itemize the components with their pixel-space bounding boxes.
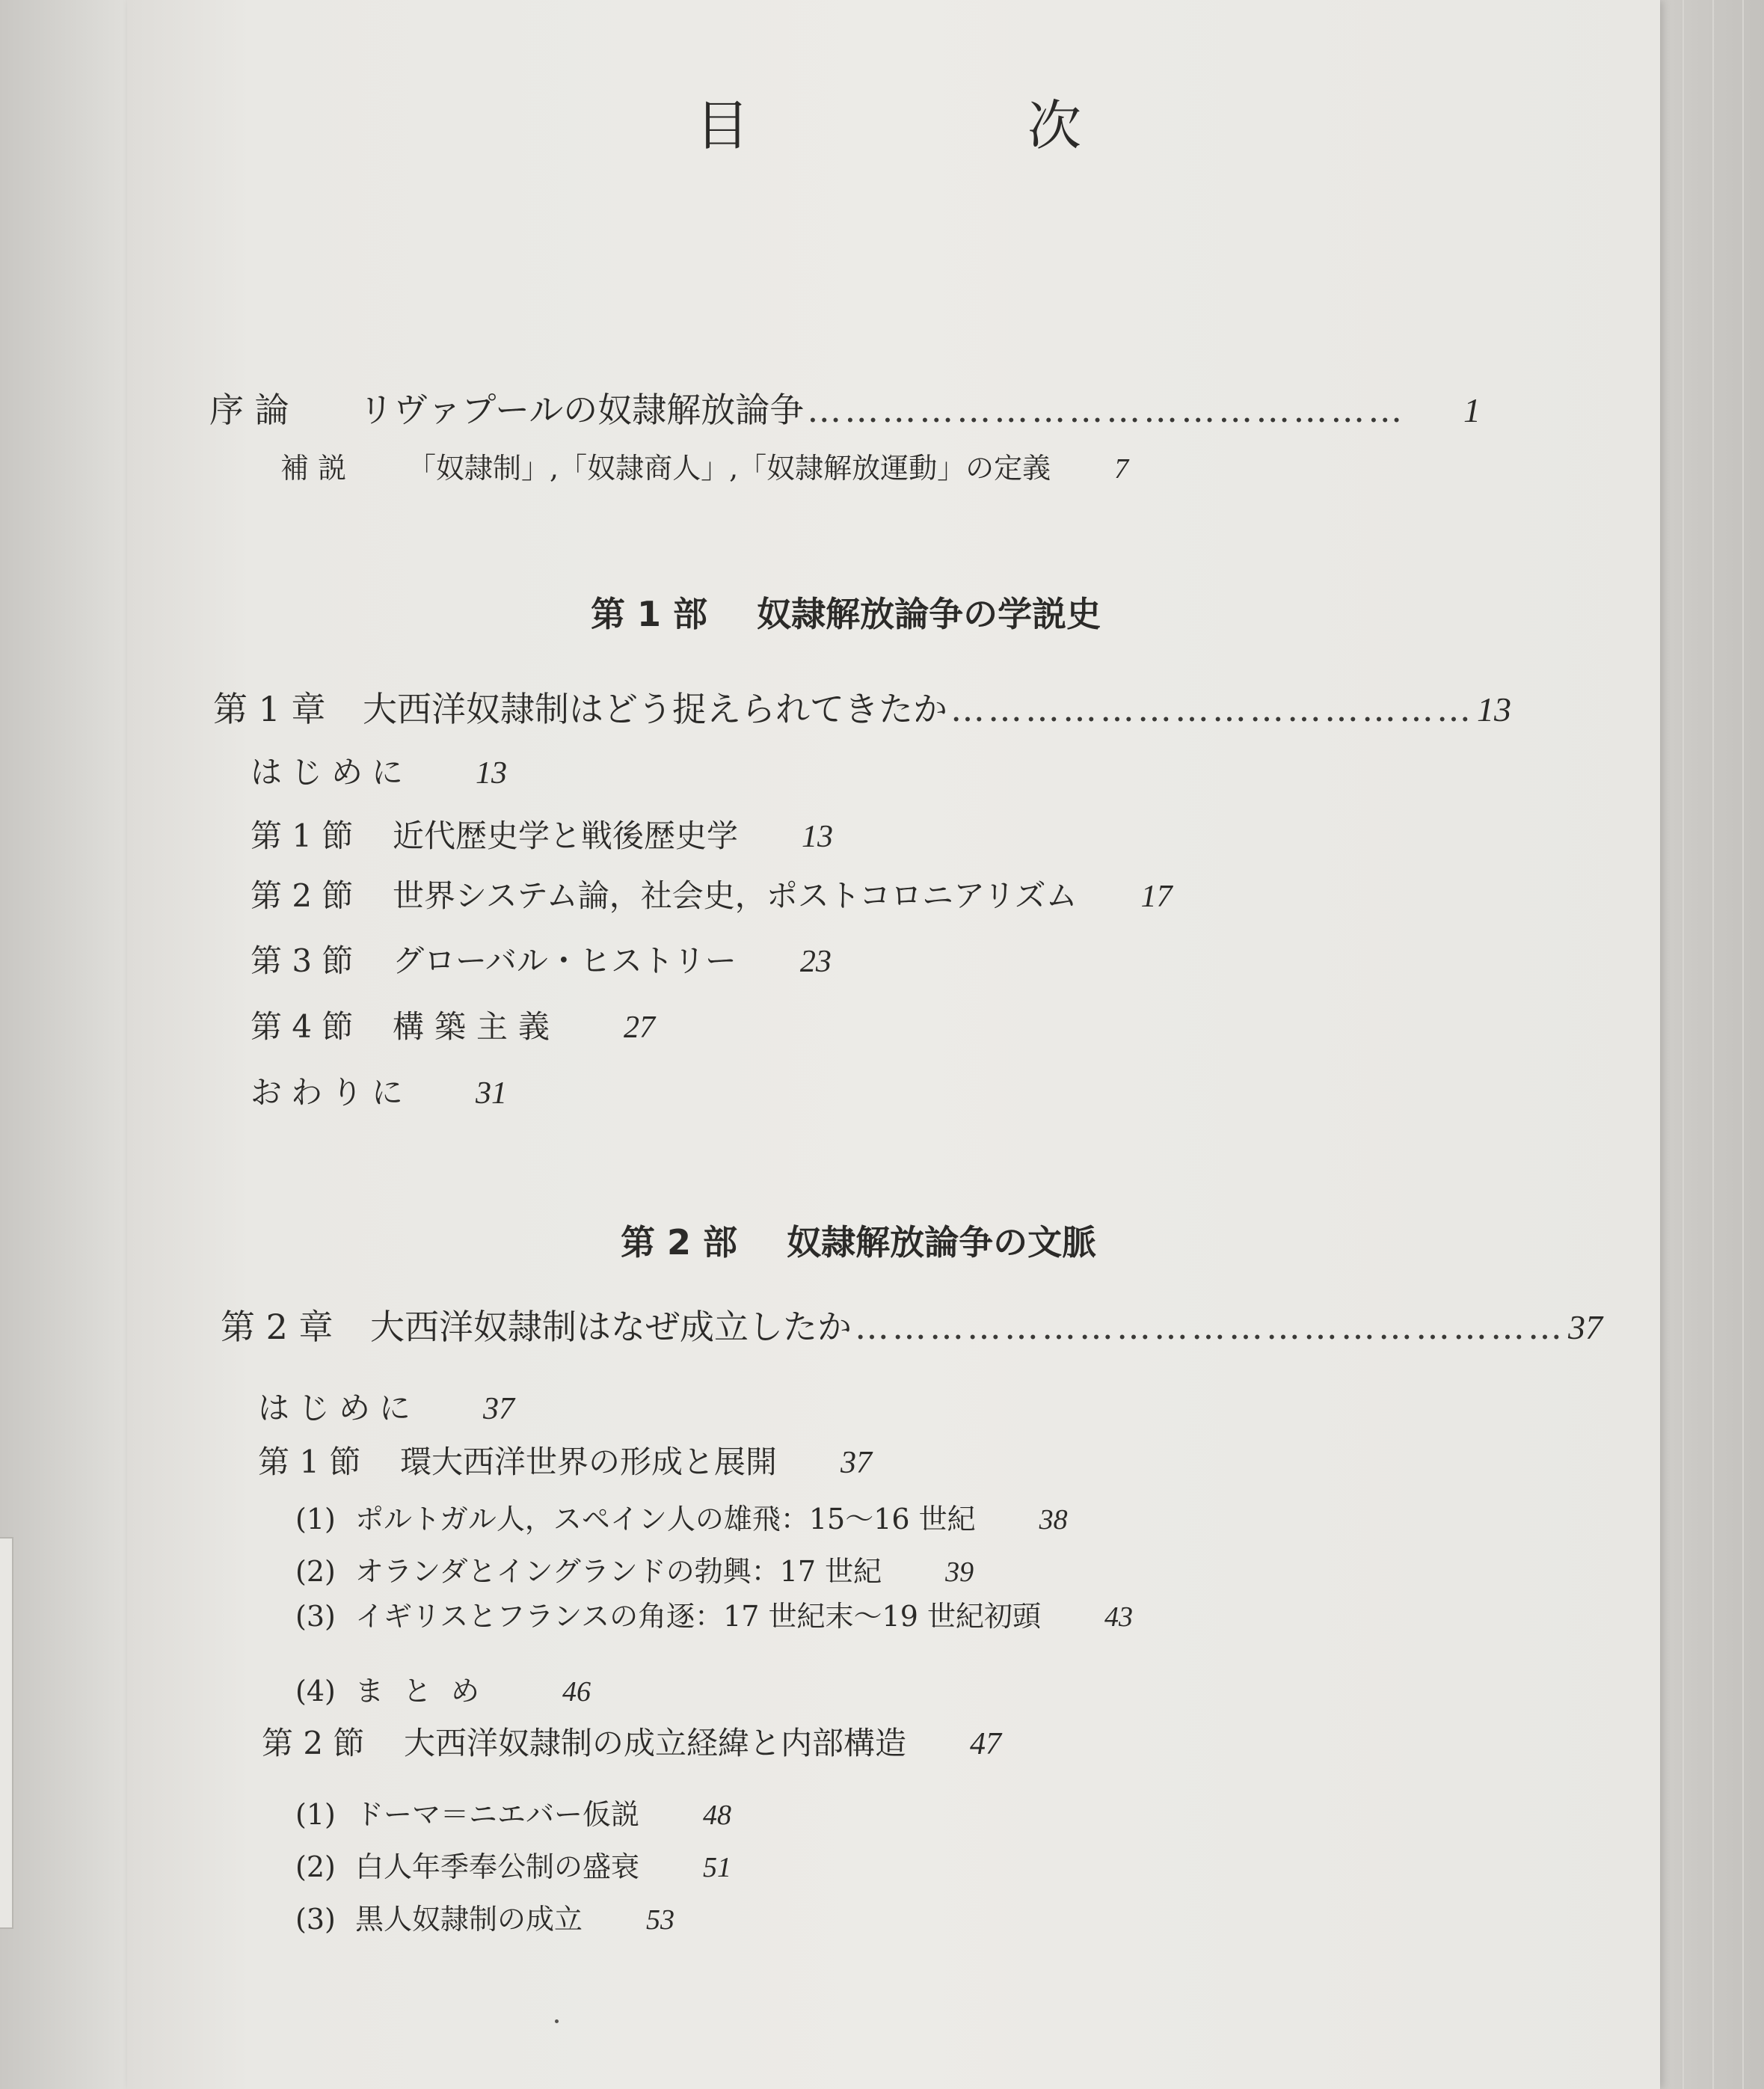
toc-section-entry — [251, 1068, 507, 1113]
entry-title: 環大西洋世界の形成と展開 — [400, 1444, 778, 1480]
entry-label: 第 1 節 — [258, 1444, 361, 1480]
adjacent-page-insert — [0, 1537, 13, 1929]
entry-page-number: 1 — [1463, 391, 1481, 429]
entry-title: ポルトガル人，スペイン人の雄飛：15〜16 世紀 — [355, 1503, 976, 1536]
entry-page-number: 31 — [476, 1076, 508, 1111]
entry-label: 第 2 節 — [262, 1725, 365, 1761]
entry-title: 白人年季奉公制の盛衰 — [355, 1850, 640, 1883]
entry-label: (2) — [295, 1850, 336, 1883]
part-label: 第 1 部 — [591, 594, 708, 634]
entry-page-number: 39 — [945, 1556, 974, 1588]
entry-title: オランダとイングランドの勃興：17 世紀 — [355, 1555, 882, 1588]
page-sheet-edge — [1742, 0, 1744, 2089]
entry-label: (1) — [295, 1798, 336, 1831]
entry-page-number: 48 — [703, 1800, 732, 1831]
toc-section-entry — [251, 936, 832, 981]
toc-subsection-entry — [295, 1896, 674, 1937]
toc-section-entry — [251, 748, 507, 793]
entry-page-number: 37 — [840, 1446, 873, 1480]
entry-title: 大西洋奴隷制はなぜ成立したか — [370, 1307, 852, 1347]
toc-section-entry — [251, 1002, 655, 1047]
toc-subsection-entry — [295, 1791, 731, 1832]
entry-title: ドーマ＝ニエバー仮説 — [355, 1798, 640, 1831]
entry-label: 補 説 — [280, 452, 347, 485]
entry-label: (3) — [295, 1903, 336, 1936]
entry-title: おわりに — [251, 1074, 413, 1111]
entry-page-number: 37 — [1568, 1308, 1602, 1346]
entry-page-number: 17 — [1140, 880, 1173, 914]
entry-title: 「奴隷制」,「奴隷商人」,「奴隷解放運動」の定義 — [408, 452, 1051, 485]
leader-dots: ………………………………………………… — [855, 1307, 1565, 1347]
entry-title: 黒人奴隷制の成立 — [355, 1903, 583, 1936]
entry-page-number: 46 — [562, 1676, 591, 1708]
entry-label: 第 2 章 — [221, 1307, 334, 1347]
entry-page-number: 53 — [646, 1904, 675, 1936]
entry-label: 序 論 — [209, 390, 289, 430]
entry-page-number: 13 — [802, 820, 834, 854]
entry-label: (3) — [295, 1600, 336, 1633]
leader-dots: …………………………………… — [950, 689, 1474, 729]
part-title: 奴隷解放論争の文脈 — [787, 1222, 1097, 1263]
entry-label: (4) — [295, 1675, 336, 1708]
entry-title: グローバル・ヒストリー — [393, 942, 737, 979]
entry-label: 第 2 節 — [251, 877, 354, 914]
toc-section-entry — [262, 1719, 1001, 1764]
part-title: 奴隷解放論争の学説史 — [757, 594, 1101, 634]
entry-page-number: 38 — [1039, 1504, 1068, 1536]
toc-subsection-entry — [295, 1593, 1133, 1634]
toc-section-entry — [251, 871, 1173, 916]
toc-chapter-1-entry — [213, 682, 1511, 731]
entry-label: 第 1 章 — [213, 689, 326, 729]
entry-page-number: 47 — [970, 1727, 1002, 1761]
entry-title: リヴァプールの奴隷解放論争 — [359, 390, 805, 430]
print-speck — [555, 2019, 559, 2023]
entry-title: 大西洋奴隷制の成立経緯と内部構造 — [404, 1725, 907, 1761]
part-label: 第 2 部 — [621, 1222, 738, 1263]
entry-label: 第 1 節 — [251, 817, 354, 854]
part-2-heading — [621, 1215, 1096, 1265]
entry-page-number: 51 — [703, 1852, 732, 1883]
entry-label: (1) — [295, 1503, 336, 1536]
entry-title: 世界システム論，社会史，ポストコロニアリズム — [393, 877, 1078, 914]
page-sheet-edge — [1712, 0, 1714, 2089]
entry-page-number: 37 — [483, 1392, 515, 1426]
toc-section-entry — [258, 1438, 872, 1482]
entry-title: はじめに — [258, 1390, 420, 1426]
entry-page-number: 13 — [1477, 690, 1511, 728]
entry-page-number: 7 — [1114, 453, 1129, 485]
toc-section-entry — [258, 1384, 514, 1429]
toc-subsection-entry — [295, 1668, 591, 1709]
entry-title: 構築主義 — [393, 1008, 561, 1045]
entry-title: まとめ — [355, 1675, 500, 1708]
toc-subsection-entry — [295, 1844, 731, 1885]
toc-intro-entry — [209, 383, 1481, 432]
toc-section-entry — [251, 812, 833, 856]
entry-label: (2) — [295, 1555, 336, 1588]
entry-page-number: 43 — [1104, 1601, 1133, 1633]
toc-supplement-entry — [280, 445, 1128, 486]
toc-subsection-entry — [295, 1496, 1068, 1537]
entry-page-number: 23 — [799, 945, 832, 979]
page-stack-edge — [1660, 0, 1764, 2089]
entry-page-number: 27 — [624, 1010, 656, 1045]
toc-chapter-2-entry — [221, 1300, 1602, 1349]
toc-heading: 目 次 — [695, 94, 1194, 157]
entry-label: 第 3 節 — [251, 942, 354, 979]
entry-title: 近代歴史学と戦後歴史学 — [393, 817, 739, 854]
entry-page-number: 13 — [476, 756, 508, 791]
entry-title: はじめに — [251, 754, 413, 791]
leader-dots: ………………………………………… — [807, 390, 1406, 430]
page-sheet-edge — [1682, 0, 1684, 2089]
part-1-heading — [591, 587, 1101, 636]
entry-title: 大西洋奴隷制はどう捉えられてきたか — [363, 689, 947, 729]
entry-label: 第 4 節 — [251, 1008, 354, 1045]
toc-subsection-entry — [295, 1548, 974, 1589]
entry-title: イギリスとフランスの角逐：17 世紀末〜19 世紀初頭 — [355, 1600, 1041, 1633]
